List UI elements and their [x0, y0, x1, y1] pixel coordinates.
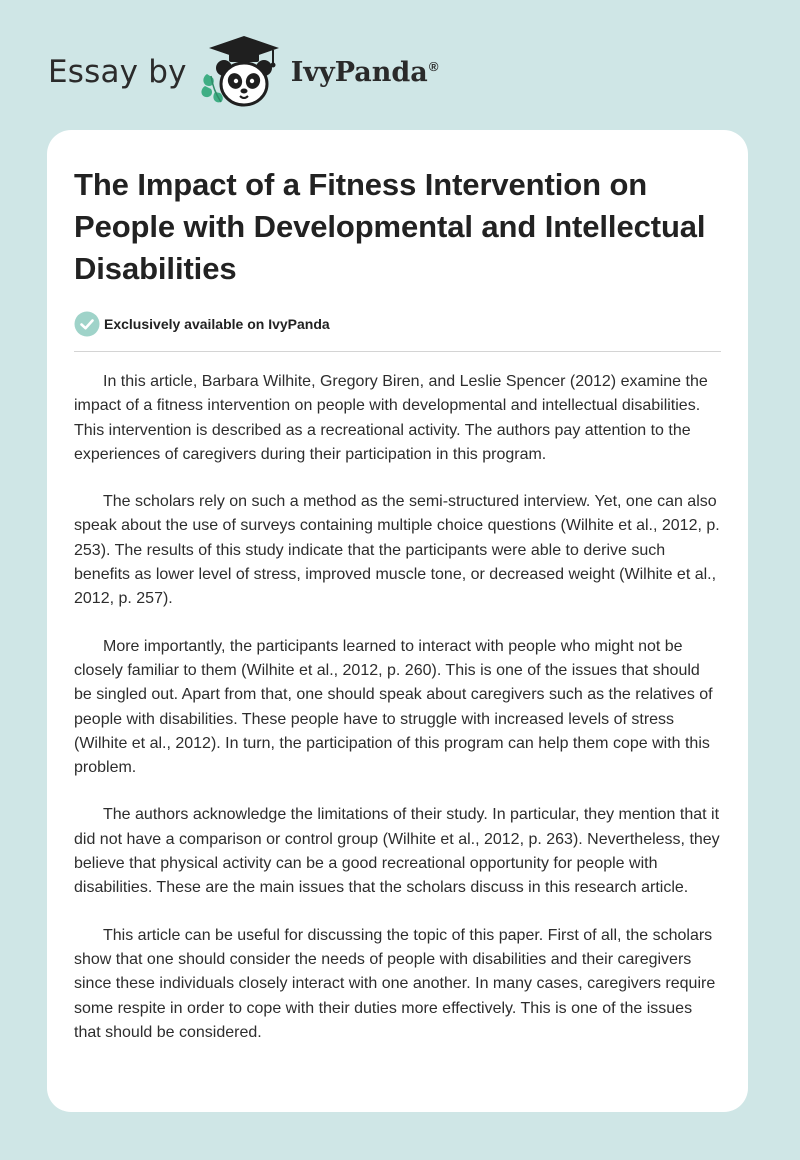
exclusive-badge [74, 310, 721, 338]
article-title: The Impact of a Fitness Intervention on People with Developmental and Intellectual Disabilities [74, 167, 706, 286]
brand-name [291, 57, 439, 88]
divider [74, 351, 721, 352]
paragraph: The scholars rely on such a method as the semi-structured interview. Yet, one can also speak about the use of surveys containing multiple choice questions (Wilhite et al., 2012, p. 253). The results of this study indicate that the participants were able to derive such benefits as lower level of stress, improved muscle tone, or decreased weight (Wilhite et al., 2012, p. 257). [74, 493, 720, 608]
paragraph: This article can be useful for discussing the topic of this paper. First of all, the scholars show that one should consider the needs of people with disabilities and their caregivers since these individuals closely interact with one another. In many cases, caregivers require some respite in order to cope with their duties more effectively. This is one of the issues that should be considered. [74, 926, 716, 1041]
ivy-leaf-icon [201, 74, 222, 102]
panda-logo-icon [199, 34, 289, 110]
brand-prefix: Essay by [48, 54, 187, 90]
brand-header[interactable] [48, 34, 438, 110]
paragraph: In this article, Barbara Wilhite, Gregory Biren, and Leslie Spencer (2012) examine the impact of a fitness intervention on people with developmental and intellectual disabilities. This intervention is described as a recreational activity. The authors pay attention to the experiences of caregivers during their participation in this program. [74, 373, 708, 463]
article-card [47, 130, 748, 1112]
brand-name-text: IvyPanda [290, 56, 428, 88]
paragraph: The authors acknowledge the limitations of their study. In particular, they mention that it did not have a comparison or control group (Wilhite et al., 2012, p. 263). Nevertheless, they believe that physical activity can be a good recreational opportunity for people with disabilities. These are the main issues that the scholars discuss in this research article. [74, 806, 720, 897]
check-badge-icon [74, 311, 100, 337]
article-body [74, 370, 721, 1045]
exclusive-label: Exclusively available on IvyPanda [104, 316, 330, 332]
paragraph: More importantly, the participants learned to interact with people who might not be closely familiar to them (Wilhite et al., 2012, p. 260). This is one of the issues that should be singled out. Apart from that, one should speak about caregivers such as the relatives of people with disabilities. These people have to struggle with increased levels of stress (Wilhite et al., 2012). In turn, the participation of this program can help them cope with this problem. [74, 637, 713, 777]
registered-mark: ® [428, 58, 439, 74]
